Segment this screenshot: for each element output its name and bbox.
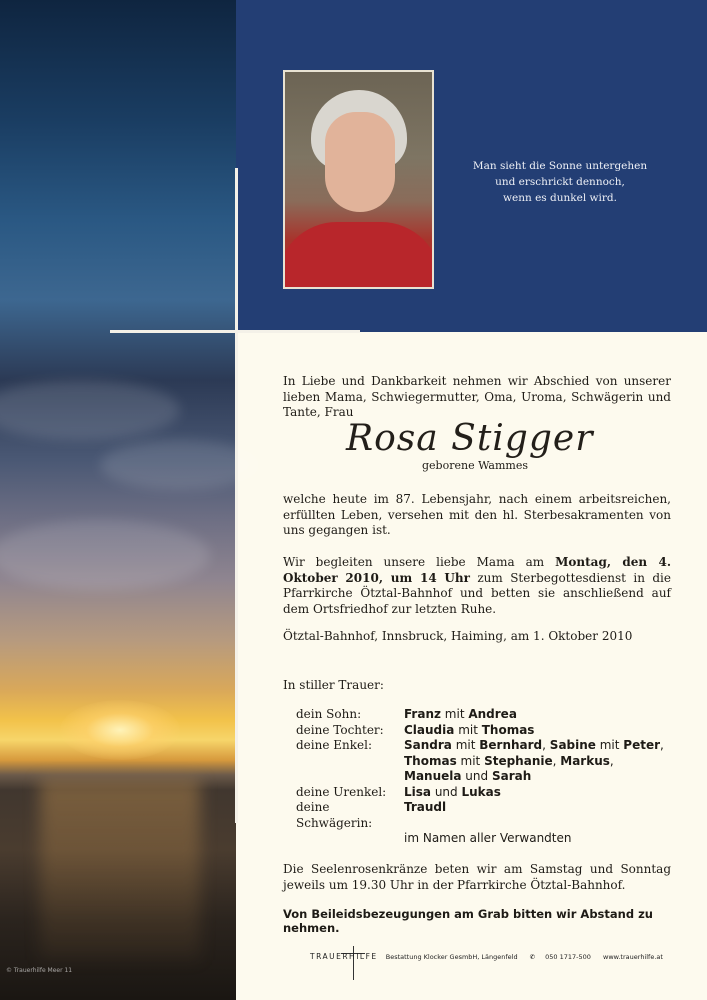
mourner-name: Thomas (481, 722, 535, 737)
connector: mit (595, 738, 624, 752)
mourner-row (296, 831, 664, 847)
mourner-name: Bernhard (479, 738, 543, 752)
quote-line: und erschrickt dennoch, (495, 176, 625, 188)
connector: mit (451, 738, 480, 752)
mourner-row (296, 707, 664, 723)
rosary-paragraph: Die Seelenrosenkränze beten wir am Samstag und Sonntag jeweils um 19.30 Uhr in der Pfarrkirche Ötztal-Bahnhof. (283, 862, 671, 892)
mourner-name: Sabine (549, 738, 596, 752)
mourning-intro: In stiller Trauer: (283, 678, 384, 692)
mourner-row (296, 738, 664, 785)
mourner-name: Traudl (404, 800, 447, 814)
mourner-row (296, 723, 664, 739)
relation-label: deine Schwägerin: (296, 800, 373, 830)
mourner-name: Peter (623, 738, 661, 752)
connector: , (542, 738, 550, 752)
mourners-list (296, 707, 664, 847)
condolence-note: Von Beileidsbezeugungen am Grab bitten wir Abstand zu nehmen. (283, 907, 653, 935)
phone-icon: ✆ (529, 953, 536, 961)
connector: , (660, 738, 664, 752)
mourner-name: Franz (404, 707, 441, 721)
footer-logo: TRAUERHILFE (310, 952, 378, 961)
memorial-quote (466, 158, 654, 206)
connector: und (431, 784, 462, 799)
place-date: Ötztal-Bahnhof, Innsbruck, Haiming, am 1. Oktober 2010 (283, 629, 633, 643)
footer (310, 952, 690, 961)
mourner-name: Claudia (404, 722, 455, 737)
intro-text (283, 374, 671, 421)
connector: mit (456, 753, 485, 768)
mourner-name: Thomas (404, 753, 457, 768)
portrait-photo (283, 70, 434, 289)
funeral-date: Montag, den 4. Oktober 2010, um 14 Uhr (283, 555, 671, 585)
cloud (0, 520, 210, 590)
relation-label: dein Sohn: (296, 707, 362, 721)
cross-horizontal (110, 330, 360, 333)
intro-paragraph: In Liebe und Dankbarkeit nehmen wir Abschied von unserer lieben Mama, Schwiegermutter, Oma, Uroma, Schwägerin und Tante, Frau (283, 374, 671, 419)
relation-label: deine Tochter: (296, 722, 384, 737)
footer-phone: 050 1717-500 (545, 953, 591, 961)
cloud (0, 380, 180, 440)
relation-label-empty (296, 831, 404, 847)
cross-vertical (235, 168, 238, 823)
footer-web[interactable]: www.trauerhilfe.at (603, 953, 663, 961)
death-paragraph: welche heute im 87. Lebensjahr, nach einem arbeitsreichen, erfüllten Leben, versehen mit den hl. Sterbesakramenten von uns gegangen ist. (283, 492, 671, 537)
mourner-name: Sarah (491, 769, 532, 783)
footer-company: Bestattung Klocker GesmbH, Längenfeld (385, 953, 518, 961)
mourner-name: Lukas (461, 784, 501, 799)
funeral-text: zum Sterbegottesdienst in die Pfarrkirche Ötztal-Bahnhof und betten sie anschließend auf dem Ortsfriedhof zur letzten Ruhe. (283, 570, 671, 616)
funeral-paragraph (283, 555, 671, 617)
face (325, 112, 395, 212)
mourner-name: Lisa (404, 784, 431, 799)
image-credit: © Trauerhilfe Meer 11 (6, 967, 73, 974)
connector: und (461, 769, 492, 783)
sea-reflection (40, 780, 200, 960)
mourner-row (296, 785, 664, 801)
quote-line: wenn es dunkel wird. (503, 192, 617, 204)
relation-label: deine Enkel: (296, 738, 373, 752)
red-sweater (283, 222, 434, 289)
connector: , (609, 753, 614, 768)
mourner-name: Sandra (404, 738, 452, 752)
relation-label: deine Urenkel: (296, 784, 387, 799)
quote-line: Man sieht die Sonne untergehen (472, 160, 648, 172)
mourner-name: Markus (560, 753, 610, 768)
sun (60, 700, 180, 760)
sunset-sea-image (0, 0, 236, 1000)
mourner-name: Manuela (404, 769, 462, 783)
birth-name: geborene Wammes (422, 459, 528, 472)
connector: mit (440, 707, 469, 721)
relatives-note: im Namen aller Verwandten (404, 831, 572, 845)
mourner-name: Andrea (468, 707, 517, 721)
deceased-name: Rosa Stigger (346, 418, 594, 459)
mourner-row (296, 800, 664, 831)
mourner-name: Stephanie (484, 753, 553, 768)
connector: , (552, 753, 561, 768)
connector: mit (454, 722, 482, 737)
funeral-text: Wir begleiten unsere liebe Mama am (283, 555, 556, 569)
